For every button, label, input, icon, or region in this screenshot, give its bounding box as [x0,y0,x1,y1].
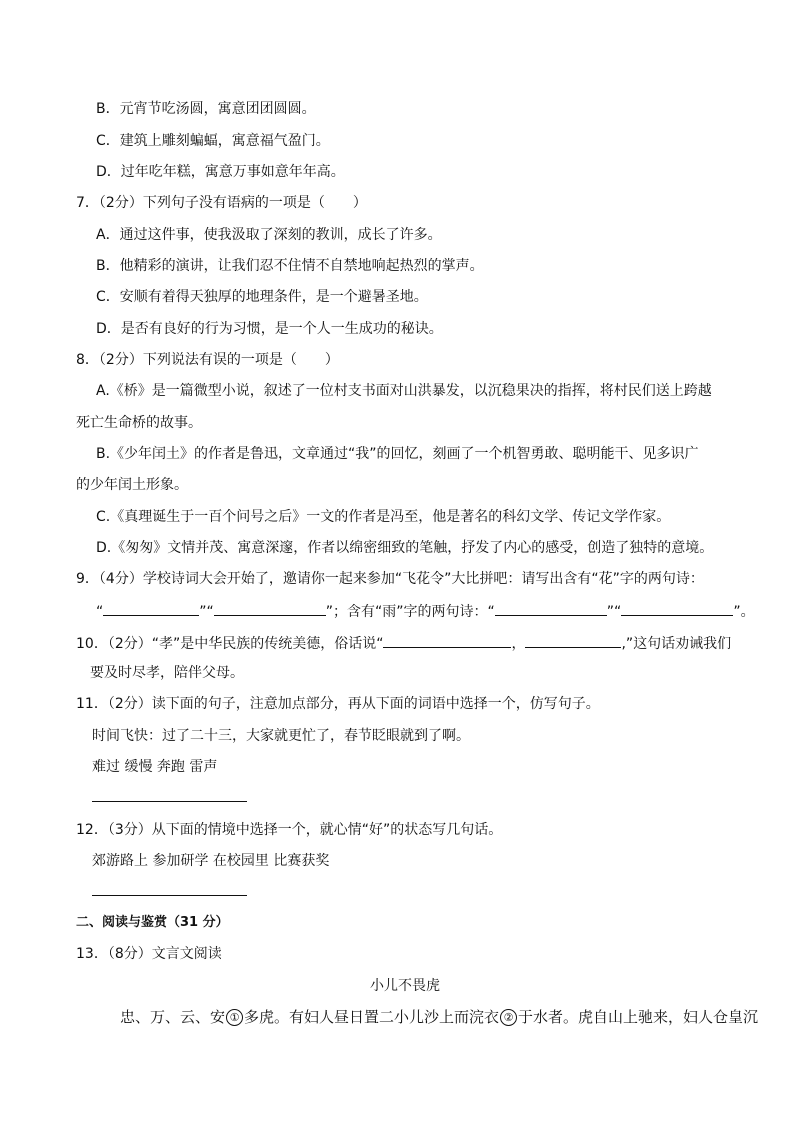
q9-quote-close: ”。 [733,604,755,620]
q11-sentence: 时间飞快：过了二十三，大家就更忙了，春节眨眼就到了啊。 [92,728,470,744]
q12-stem: 12．（3分）从下面的情境中选择一个，就心情“好”的状态写几句话。 [76,822,503,838]
q7-option-c: C．安顺有着得天独厚的地理条件，是一个避暑圣地。 [96,289,428,305]
q11-stem: 11．（2分）读下面的句子，注意加点部分，再从下面的词语中选择一个，仿写句子。 [76,696,600,712]
q10-line1 [76,633,731,653]
q7-stem: 7．（2分）下列句子没有语病的一项是（ ） [76,195,367,211]
q7-option-a: A．通过这件事，使我汲取了深刻的教训，成长了许多。 [96,227,442,243]
q11-answer-line[interactable] [92,801,247,802]
q8-option-d: D.《匆匆》文情并茂、寓意深邃，作者以绵密细致的笔触，抒发了内心的感受，创造了独特的意境。 [96,540,714,556]
q10-blank-2[interactable] [525,633,621,648]
passage-text-b: 多虎。有妇人昼日置二小儿沙上而浣衣 [244,1008,500,1026]
q9-quote-mid-2: ”“ [606,604,622,620]
passage-text-c: 于水者。虎自山上驰来，妇人仓皇沉 [518,1008,759,1026]
q8-option-a-line2: 死亡生命桥的故事。 [76,415,202,431]
q6-option-d: D．过年吃年糕，寓意万事如意年年高。 [96,164,345,180]
q9-flower-blank-1[interactable] [103,601,199,616]
q8-option-c: C.《真理诞生于一百个问号之后》一文的作者是冯至，他是著名的科幻文学、传记文学作家。 [96,509,671,525]
q8-option-a-line1: A.《桥》是一篇微型小说，叙述了一位村支书面对山洪暴发，以沉稳果决的指挥，将村民们送上跨越 [96,383,712,399]
q9-stem: 9．（4分）学校诗词大会开始了，邀请你一起来参加“飞花令”大比拼吧：请写出含有“花”字的两句诗： [76,571,704,587]
q9-quote-mid: ”“ [199,604,214,620]
q8-option-b-line1: B.《少年闰土》的作者是鲁迅，文章通过“我”的回忆，刻画了一个机智勇敢、聪明能干、见多识广 [96,446,699,462]
q10-line2: 要及时尽孝，陪伴父母。 [90,665,244,681]
q10-stem-end: ,”这句话劝诫我们 [621,636,732,652]
q10-comma: ， [511,636,526,652]
q8-option-b-line2: 的少年闰土形象。 [76,477,188,493]
q12-scenario-choices: 郊游路上 参加研学 在校园里 比赛获奖 [92,853,330,869]
section-2-heading: 二、阅读与鉴赏（31 分） [76,915,229,930]
passage-text-a: 忠、万、云、安 [120,1008,226,1026]
q10-stem: 10．（2分）“孝”是中华民族的传统美德，俗话说“ [76,636,384,652]
q12-answer-line[interactable] [92,895,247,896]
q7-option-d: D．是否有良好的行为习惯，是一个人一生成功的秘诀。 [96,321,443,337]
q9-answer-line [96,601,755,621]
footnote-marker-2: ② [500,1009,517,1026]
q11-word-choices: 难过 缓慢 奔跑 雷声 [92,759,218,775]
q9-rain-prompt: ”；含有“雨”字的两句诗：“ [325,604,495,620]
q10-blank-1[interactable] [383,633,511,648]
q9-quote-open: “ [96,604,104,620]
q6-option-b: B．元宵节吃汤圆，寓意团团圆圆。 [96,101,316,117]
passage-title: 小儿不畏虎 [370,978,440,994]
q8-stem: 8．（2分）下列说法有误的一项是（ ） [76,352,339,368]
q7-option-b: B．他精彩的演讲，让我们忍不住情不自禁地响起热烈的掌声。 [96,258,484,274]
q9-rain-blank-2[interactable] [621,601,733,616]
passage-paragraph-1 [120,1008,758,1026]
q6-option-c: C．建筑上雕刻蝙蝠，寓意福气盈门。 [96,133,330,149]
footnote-marker-1: ① [226,1009,243,1026]
q9-flower-blank-2[interactable] [214,601,326,616]
q9-rain-blank-1[interactable] [495,601,607,616]
q13-stem: 13．（8分）文言文阅读 [76,946,222,962]
